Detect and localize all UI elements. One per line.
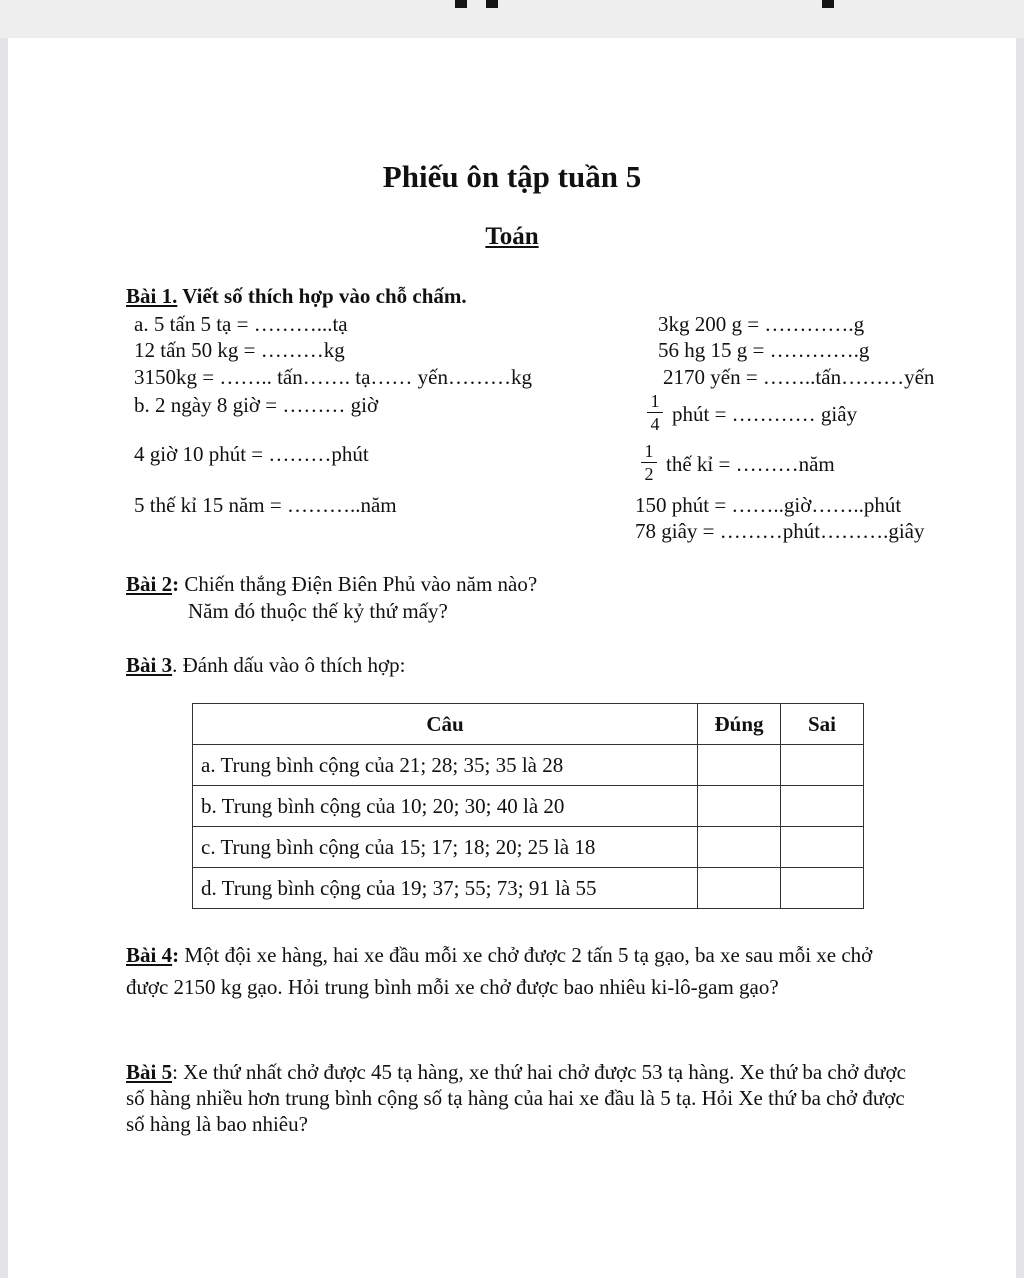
bai1-b3: 4 giờ 10 phút = ………phút [134, 442, 369, 466]
bai1-b1: b. 2 ngày 8 giờ = ……… giờ [134, 393, 379, 417]
bai1-label: Bài 1. [126, 284, 178, 308]
dung-checkbox-cell[interactable] [698, 868, 781, 909]
bai2-colon: : [172, 572, 180, 596]
bai2-line2: Năm đó thuộc thế kỷ thứ mấy? [188, 599, 448, 623]
fraction-denominator: 4 [650, 414, 660, 434]
statement-cell: d. Trung bình cộng của 19; 37; 55; 73; 91 là 55 [193, 868, 698, 909]
bai1-a5: 3150kg = …….. tấn……. tạ…… yến………kg [134, 365, 532, 389]
dung-checkbox-cell[interactable] [698, 786, 781, 827]
bai1-a4: 56 hg 15 g = ………….g [658, 338, 870, 362]
top-mark [486, 0, 498, 8]
bai3-label: Bài 3 [126, 653, 173, 677]
fraction-numerator: 1 [650, 391, 660, 411]
bai1-b7: 78 giây = ………phút……….giây [635, 519, 925, 543]
bai4-paragraph [126, 939, 906, 1003]
bai3-table [192, 703, 864, 909]
bai1-a6: 2170 yến = ……..tấn………yến [663, 365, 935, 389]
sai-checkbox-cell[interactable] [781, 786, 864, 827]
bai1-b6: 150 phút = ……..giờ……..phút [635, 493, 902, 517]
fraction-half [641, 441, 657, 484]
bai5-label: Bài 5 [126, 1060, 173, 1084]
sai-checkbox-cell[interactable] [781, 745, 864, 786]
bai2-label: Bài 2 [126, 572, 173, 596]
statement-cell: b. Trung bình cộng của 10; 20; 30; 40 là 20 [193, 786, 698, 827]
fraction-quarter [647, 391, 663, 434]
bai4-label: Bài 4 [126, 943, 173, 967]
page-title: Phiếu ôn tập tuần 5 [382, 159, 642, 194]
bai4-colon: : [172, 943, 180, 967]
table-row [193, 827, 864, 868]
bai1-b5: 5 thế kỉ 15 năm = ………..năm [134, 493, 397, 517]
dung-checkbox-cell[interactable] [698, 827, 781, 868]
bai1-instruction: Viết số thích hợp vào chỗ chấm. [177, 284, 467, 308]
fraction-bar [647, 412, 663, 413]
bai4-text: Một đội xe hàng, hai xe đầu mỗi xe chở được 2 tấn 5 tạ gạo, ba xe sau mỗi xe chở được 2150 kg gạo. Hỏi trung bình mỗi xe chở được bao nhiêu ki-lô-gam gạo? [126, 943, 873, 999]
fraction-bar [641, 462, 657, 463]
table-row [193, 745, 864, 786]
bai1-heading [126, 283, 467, 309]
fraction-numerator: 1 [644, 441, 654, 461]
header-cau: Câu [193, 704, 698, 745]
bai1-a3: 12 tấn 50 kg = ………kg [134, 338, 345, 362]
subject-heading: Toán [485, 223, 539, 250]
bai1-b2: phút = ………… giây [672, 402, 858, 426]
viewer-top-bar [0, 0, 1024, 38]
bai1-a1: a. 5 tấn 5 tạ = ………...tạ [134, 312, 348, 336]
header-sai: Sai [781, 704, 864, 745]
header-dung: Đúng [698, 704, 781, 745]
top-mark [455, 0, 467, 8]
bai1-a2: 3kg 200 g = ………….g [658, 312, 865, 336]
fraction-denominator: 2 [644, 464, 654, 484]
bai5-text: : Xe thứ nhất chở được 45 tạ hàng, xe thứ hai chở được 53 tạ hàng. Xe thứ ba chở được số hàng nhiều hơn trung bình cộng số tạ hàng của hai xe đầu là 5 tạ. Hỏi Xe thứ ba chở được số hàng là bao nhiêu? [126, 1060, 906, 1136]
bai3-instruction: . Đánh dấu vào ô thích hợp: [172, 653, 406, 677]
table-row [193, 786, 864, 827]
top-mark [822, 0, 834, 8]
dung-checkbox-cell[interactable] [698, 745, 781, 786]
bai2-line1 [126, 571, 537, 597]
bai2-question: Chiến thắng Điện Biên Phủ vào năm nào? [179, 572, 538, 596]
statement-cell: a. Trung bình cộng của 21; 28; 35; 35 là 28 [193, 745, 698, 786]
worksheet-page [8, 38, 1016, 1278]
table-header-row [193, 704, 864, 745]
sai-checkbox-cell[interactable] [781, 827, 864, 868]
bai5-paragraph [126, 1059, 906, 1137]
statement-cell: c. Trung bình cộng của 15; 17; 18; 20; 25 là 18 [193, 827, 698, 868]
sai-checkbox-cell[interactable] [781, 868, 864, 909]
bai1-b4: thế kỉ = ………năm [666, 452, 835, 476]
table-row [193, 868, 864, 909]
bai3-heading [126, 652, 405, 678]
